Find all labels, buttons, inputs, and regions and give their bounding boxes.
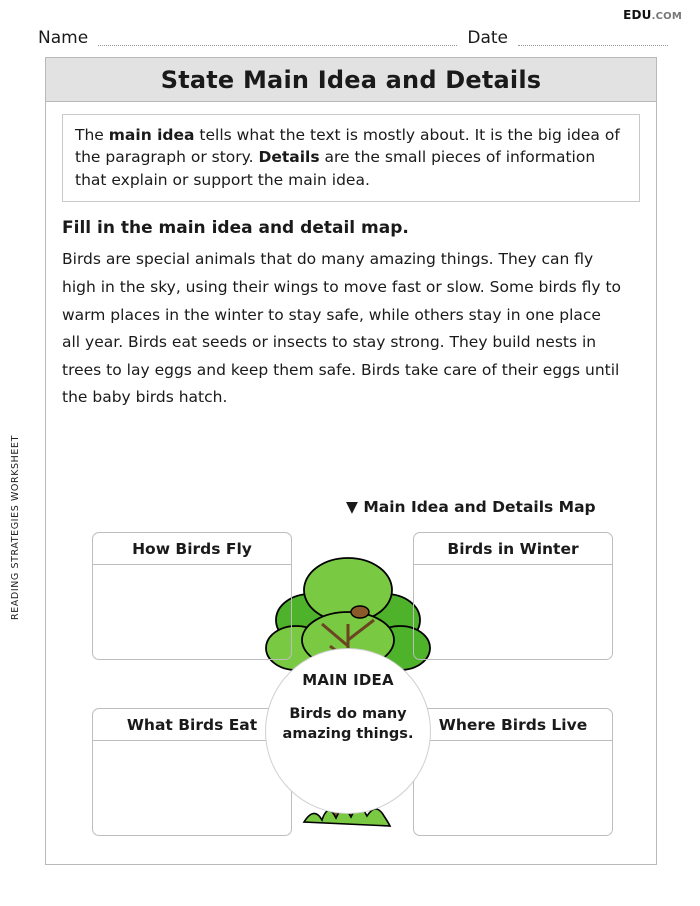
definition-part-1: The — [75, 126, 109, 144]
detail-box-title: Birds in Winter — [414, 533, 612, 565]
name-label: Name — [38, 28, 89, 48]
name-input-line[interactable] — [98, 29, 457, 46]
detail-box-title: Where Birds Live — [414, 709, 612, 741]
worksheet-title-bar — [46, 58, 656, 102]
brand-edu: EDU — [623, 8, 652, 22]
detail-box-title: What Birds Eat — [93, 709, 291, 741]
definition-term-main-idea: main idea — [108, 126, 195, 144]
brand-logo — [623, 8, 682, 22]
definition-box — [62, 114, 640, 202]
sidebar-worksheet-category: READING STRATEGIES WORKSHEET — [10, 434, 21, 620]
main-idea-circle[interactable] — [265, 648, 431, 814]
detail-box-how-birds-fly[interactable] — [92, 532, 292, 660]
map-label: ▼ Main Idea and Details Map — [346, 498, 596, 516]
definition-part-2: tells what the text is mostly about. It is the big idea of the paragraph or story. — [75, 126, 620, 167]
definition-part-3: are the small pieces of information that explain or support the main idea. — [75, 148, 596, 189]
page-title: State Main Idea and Details — [160, 65, 542, 94]
detail-box-what-birds-eat[interactable] — [92, 708, 292, 836]
detail-box-birds-in-winter[interactable] — [413, 532, 613, 660]
date-input-line[interactable] — [518, 29, 668, 46]
date-label: Date — [467, 28, 508, 48]
detail-box-where-birds-live[interactable] — [413, 708, 613, 836]
detail-box-title: How Birds Fly — [93, 533, 291, 565]
main-idea-details-map — [58, 528, 646, 853]
instruction-text: Fill in the main idea and detail map. — [62, 218, 409, 239]
main-idea-text: Birds do many amazing things. — [282, 706, 414, 742]
main-idea-label: MAIN IDEA — [302, 671, 394, 689]
worksheet-sheet — [45, 57, 657, 865]
brand-com: .COM — [651, 11, 682, 22]
name-date-row — [38, 28, 678, 48]
definition-term-details: Details — [258, 148, 320, 167]
reading-passage: Birds are special animals that do many amazing things. They can fly high in the sky, using their wings to move fast or slow. Some birds fly to warm places in the winter to stay safe, while others stay in one place all year. Birds eat seeds or insects to stay strong. They build nests in trees to lay eggs and keep them safe. Birds take care of their eggs until the baby birds hatch. — [62, 250, 622, 407]
